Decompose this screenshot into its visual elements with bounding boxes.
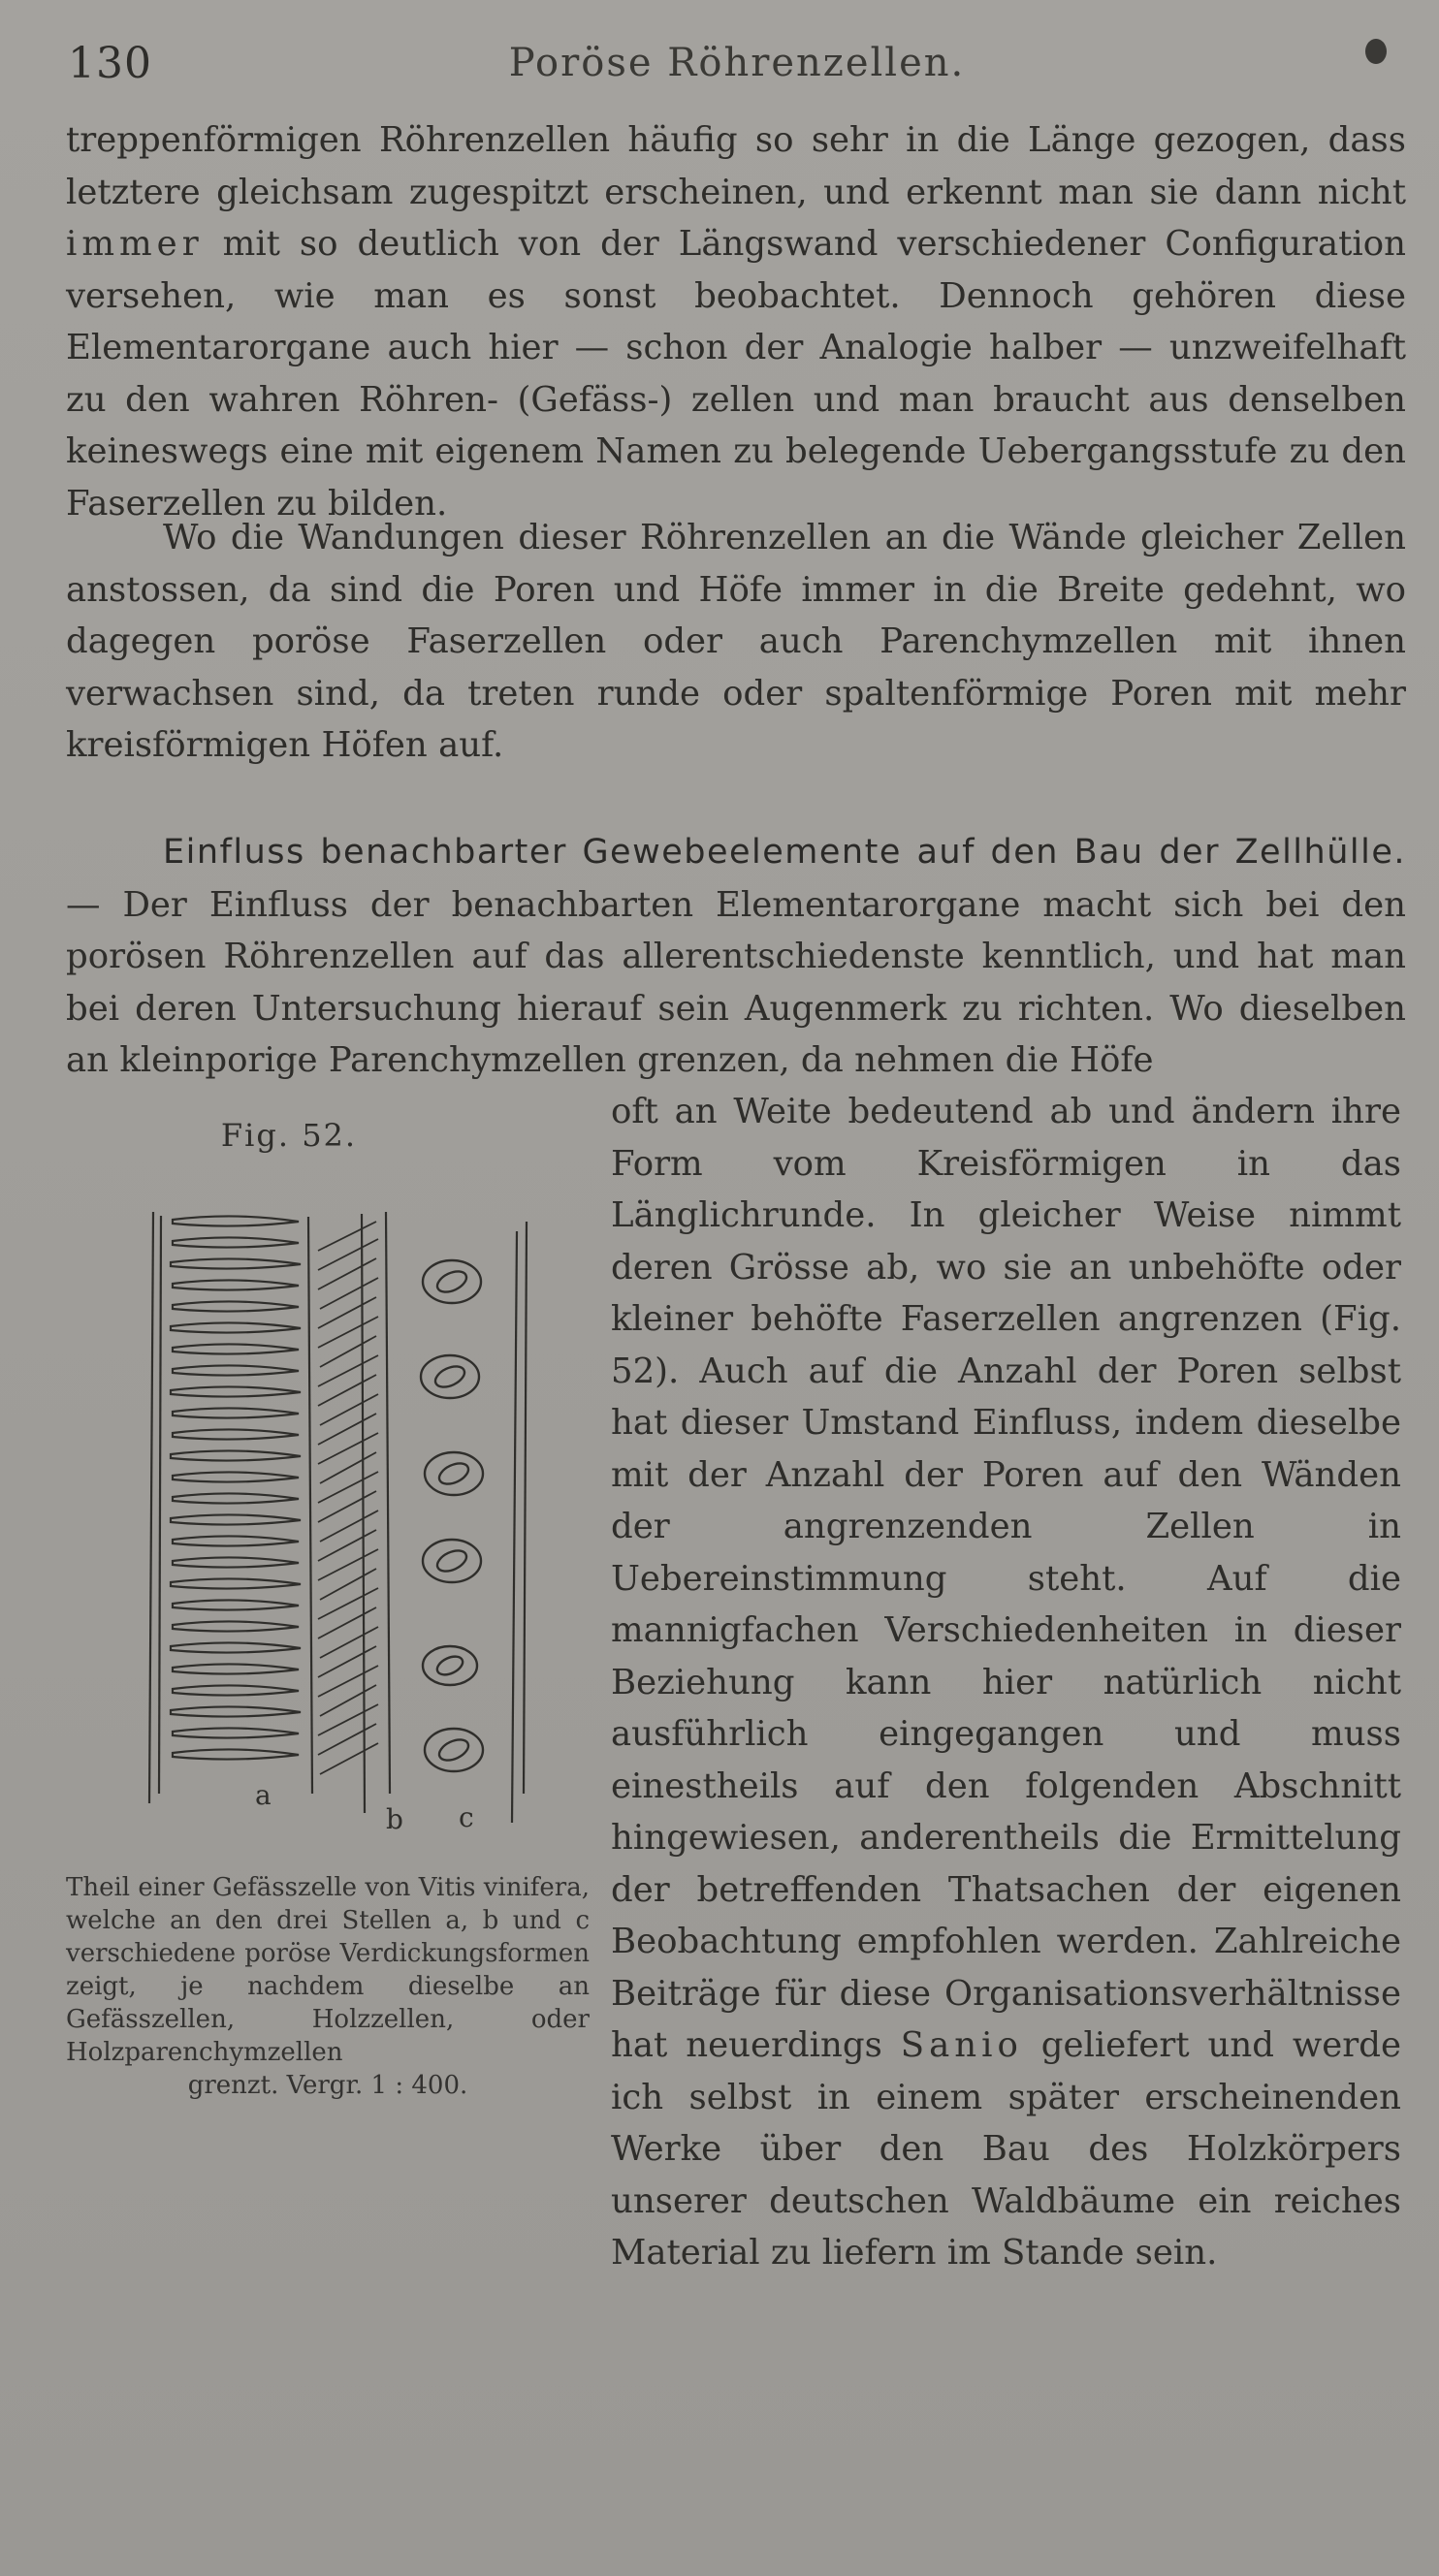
emphasis-immer: immer (66, 224, 204, 264)
figure-caption-last: grenzt. Vergr. 1 : 400. (187, 2071, 468, 2100)
running-head: Poröse Röhrenzellen. (508, 41, 966, 85)
paragraph-1-part-b: mit so deutlich von der Längswand verschiedener Configuration versehen, wie man es sonst beobachtet. Dennoch gehören diese Elementarorgane auch hier — schon der Analogie halber — unzweifelhaft zu den wahren Röhren- (Gefäss-) zellen und man braucht aus denselben keineswegs eine mit eigenem Namen zu belegende Uebergangsstufe zu den Faserzellen zu bilden. (66, 224, 1406, 524)
paragraph-2 (66, 512, 1406, 772)
section-column-text (611, 1086, 1401, 2279)
author-name-sanio: Sanio (900, 2025, 1023, 2065)
figure-caption (66, 1871, 590, 2102)
paragraph-2-text: Wo die Wandungen dieser Röhrenzellen an die Wände gleicher Zellen anstossen, da sind die Poren und Höfe immer in die Breite gedehnt, wo dagegen poröse Faserzellen oder auch Parenchymzellen mit ihnen verwachsen sind, da treten runde oder spaltenförmige Poren mit mehr kreisförmigen Höfen auf. (66, 518, 1406, 765)
section-intro-text: — Der Einfluss der benachbarten Elementarorgane macht sich bei den porösen Röhrenzellen auf das allerentschiedenste kenntlich, und hat man bei deren Untersuchung hierauf sein Augenmerk zu richten. Wo dieselben an kleinporige Parenchymzellen grenzen, da nehmen die Höfe (66, 884, 1406, 1080)
section-heading: Einfluss benachbarter Gewebeelemente auf den Bau der Zellhülle. (163, 833, 1406, 872)
paragraph-1-part-a: treppenförmigen Röhrenzellen häufig so sehr in die Länge gezogen, dass letztere gleichsam zugespitzt erscheinen, und erkennt man sie dann nicht (66, 120, 1406, 212)
section-intro (66, 826, 1406, 1087)
vessel-cell-illustration (144, 1212, 541, 1832)
figure-letter-b: b (386, 1803, 403, 1835)
figure-caption-text: Theil einer Gefässzelle von Vitis vinifera, welche an den drei Stellen a, b und c verschiedene poröse Verdickungsformen zeigt, je nachdem dieselbe an Gefässzellen, Holzzellen, oder Holzparenchymzellen (66, 1873, 590, 2067)
figure-label: Fig. 52. (220, 1117, 358, 1154)
column-text-b: geliefert und werde ich selbst in einem später erscheinenden Werke über den Bau des Holzkörpers unserer deutschen Waldbäume ein reiches Material zu liefern im Stande sein. (611, 2025, 1401, 2273)
figure-letter-a: a (255, 1779, 272, 1811)
page-header (68, 39, 1406, 97)
column-text-a: oft an Weite bedeutend ab und ändern ihre Form vom Kreisförmigen in das Länglichrunde. In gleicher Weise nimmt deren Grösse ab, wo sie an unbehöfte oder kleiner behöfte Faserzellen angrenzen (Fig. 52). Auch auf die Anzahl der Poren selbst hat dieser Umstand Einfluss, indem dieselbe mit der Anzahl der Poren auf den Wänden der angrenzenden Zellen in Uebereinstimmung steht. Auf die mannigfachen Verschiedenheiten in dieser Beziehung kann hier natürlich nicht ausführlich eingegangen und muss einestheils auf den folgenden Abschnitt hingewiesen, anderentheils die Ermittelung der betreffenden Thatsachen der eigenen Beobachtung empfohlen werden. Zahlreiche Beiträge für diese Organisationsverhältnisse hat neuerdings (611, 1092, 1401, 2065)
page-number: 130 (68, 39, 152, 88)
ink-blot-mark (1365, 39, 1387, 64)
figure-letter-c: c (459, 1801, 474, 1833)
paragraph-1 (66, 114, 1406, 529)
